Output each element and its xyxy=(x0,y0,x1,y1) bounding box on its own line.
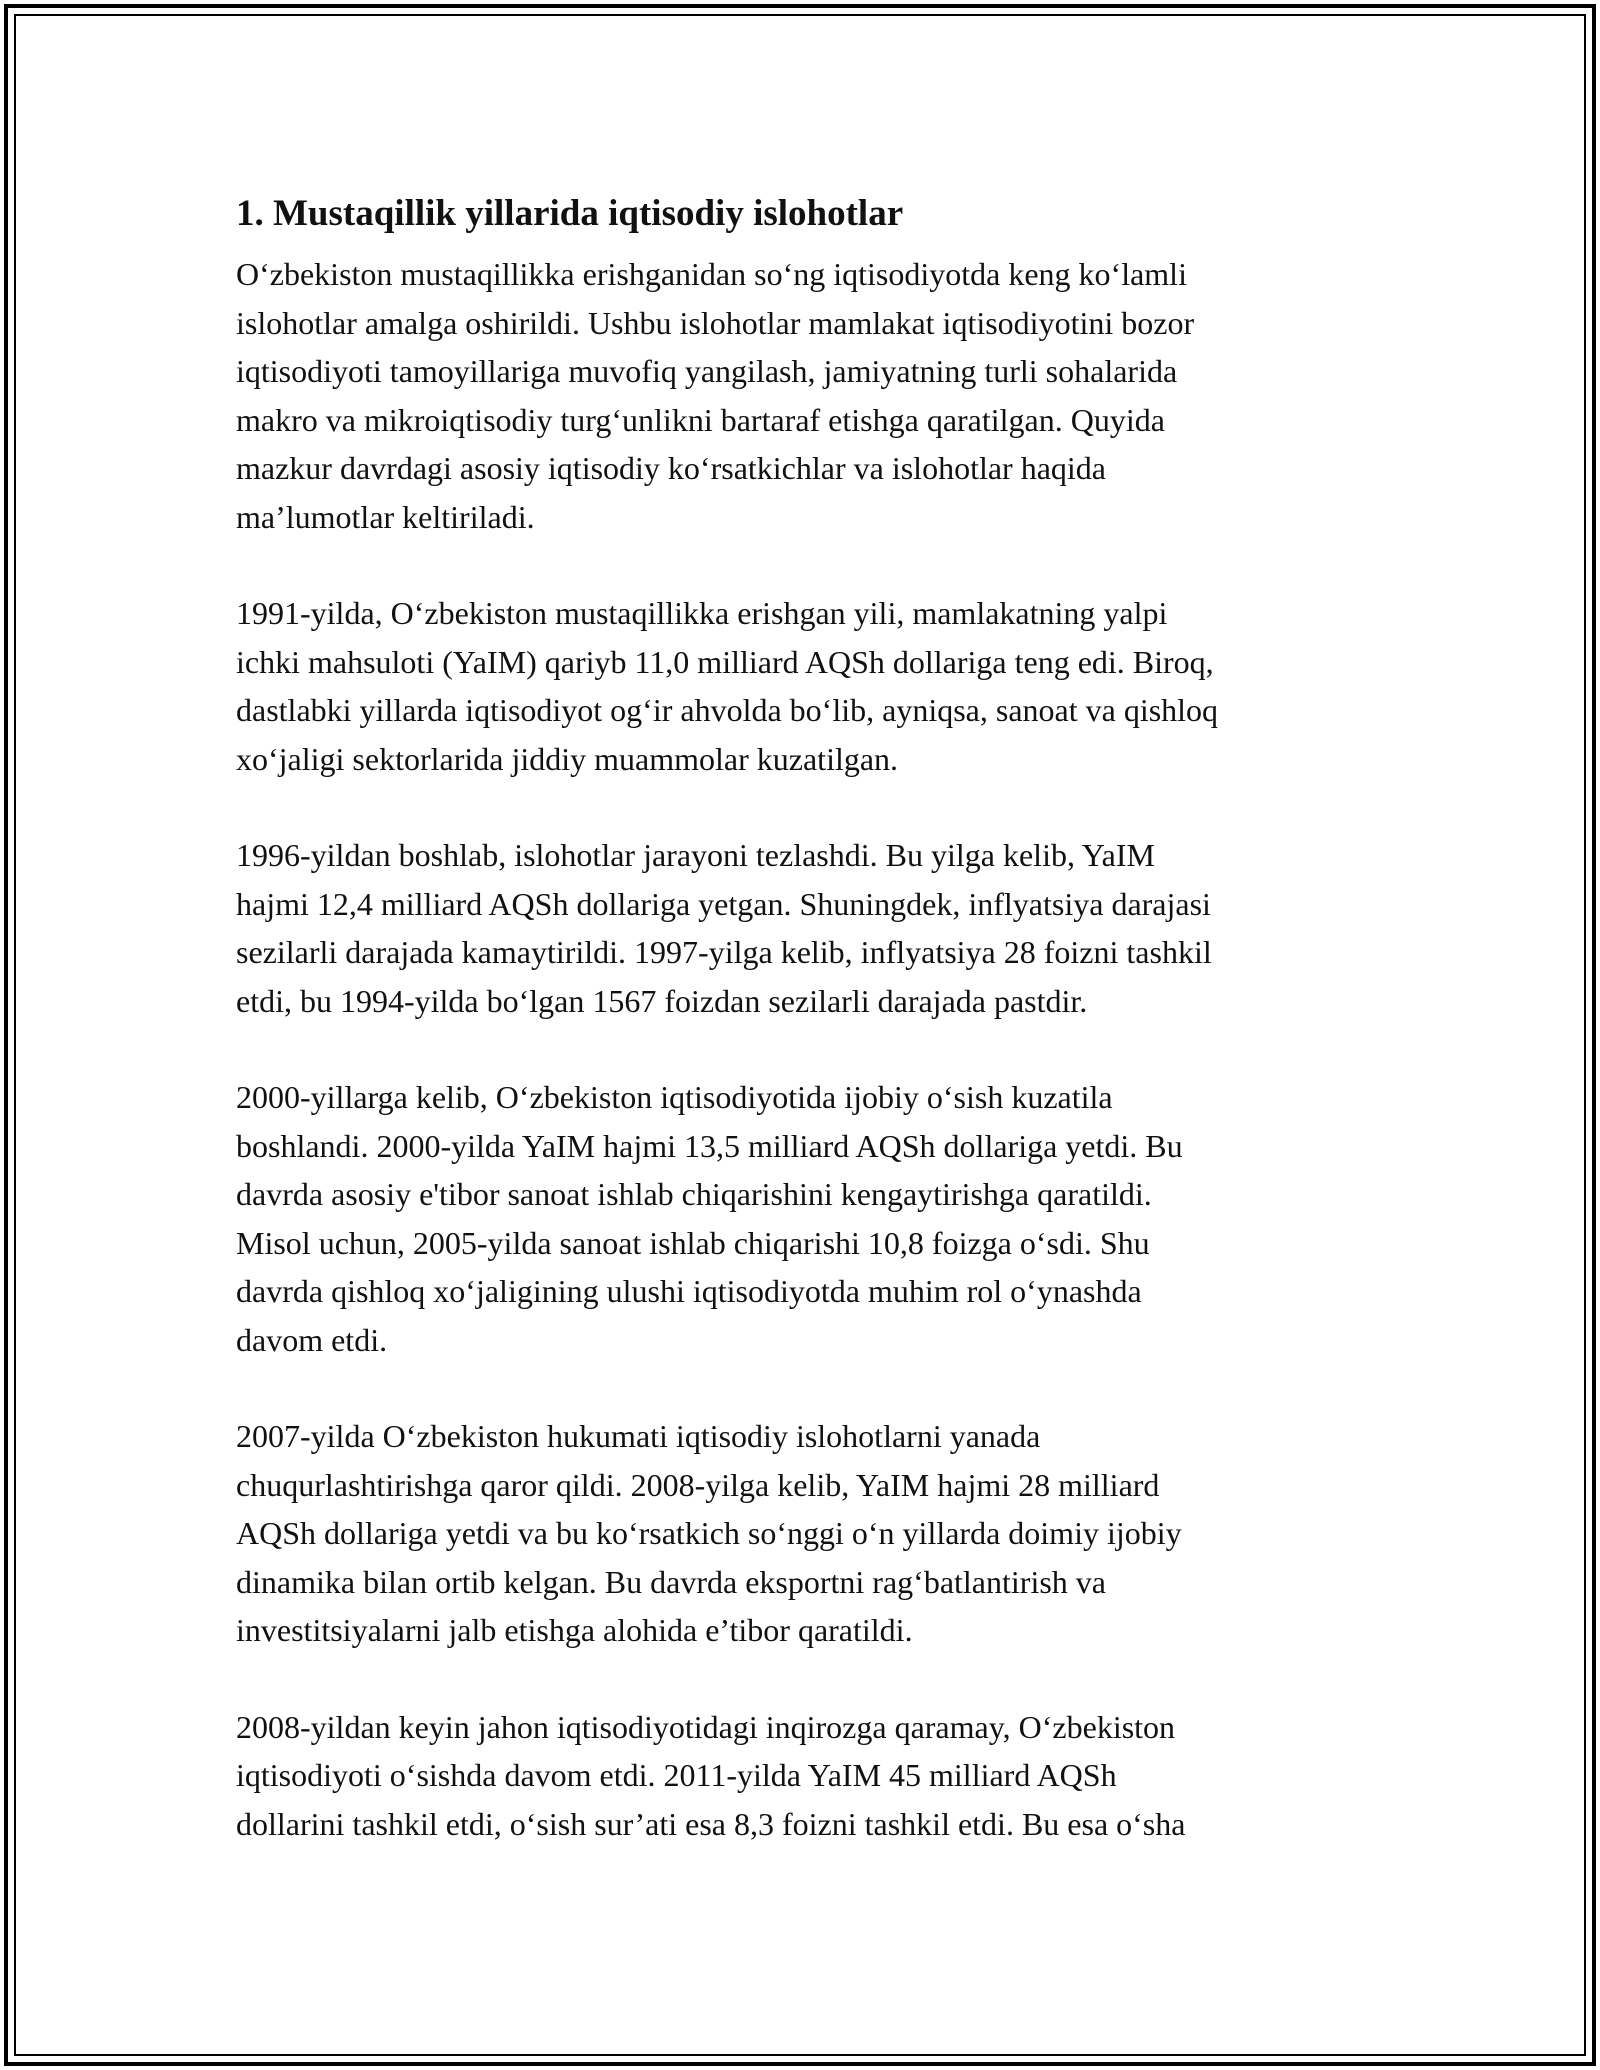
paragraph-line: dollarini tashkil etdi, o‘sish sur’ati esa 8,3 foizni tashkil etdi. Bu esa o‘sha xyxy=(236,1805,1186,1842)
paragraph-line: dastlabki yillarda iqtisodiyot og‘ir ahvolda bo‘lib, ayniqsa, sanoat va qishloq xyxy=(236,692,1219,728)
paragraph-2007 xyxy=(236,1412,1386,1655)
paragraph-line: 2000-yillarga kelib, O‘zbekiston iqtisodiyotida ijobiy o‘sish kuzatila xyxy=(236,1079,1113,1115)
paragraph-line: boshlandi. 2000-yilda YaIM hajmi 13,5 milliard AQSh dollariga yetdi. Bu xyxy=(236,1127,1183,1164)
paragraph-2008 xyxy=(236,1703,1386,1849)
paragraph-line: chuqurlashtirishga qaror qildi. 2008-yilga kelib, YaIM hajmi 28 milliard xyxy=(236,1466,1160,1503)
paragraph-line: hajmi 12,4 milliard AQSh dollariga yetgan. Shuningdek, inflyatsiya darajasi xyxy=(236,885,1211,922)
paragraph-2000s xyxy=(236,1073,1386,1364)
paragraph-line: 1991-yilda, O‘zbekiston mustaqillikka erishgan yili, mamlakatning yalpi xyxy=(236,595,1168,631)
paragraph-line: ma’lumotlar keltiriladi. xyxy=(236,498,535,535)
paragraph-line: 2008-yildan keyin jahon iqtisodiyotidagi inqirozga qaramay, O‘zbekiston xyxy=(236,1708,1176,1745)
paragraph-line: dinamika bilan ortib kelgan. Bu davrda eksportni rag‘batlantirish va xyxy=(236,1563,1106,1600)
paragraph-line: davrda asosiy e'tibor sanoat ishlab chiqarishini kengaytirishga qaratildi. xyxy=(236,1176,1152,1212)
paragraph-line: ichki mahsuloti (YaIM) qariyb 11,0 milliard AQSh dollariga teng edi. Biroq, xyxy=(236,643,1214,680)
paragraph-line: makro va mikroiqtisodiy turg‘unlikni bartaraf etishga qaratilgan. Quyida xyxy=(236,401,1165,438)
paragraph-line: iqtisodiyoti tamoyillariga muvofiq yangilash, jamiyatning turli sohalarida xyxy=(236,353,1178,389)
paragraph-line: O‘zbekiston mustaqillikka erishganidan so‘ng iqtisodiyotda keng ko‘lamli xyxy=(236,256,1187,292)
paragraph-1991 xyxy=(236,589,1386,783)
paragraph-line: Misol uchun, 2005-yilda sanoat ishlab chiqarishi 10,8 foizga o‘sdi. Shu xyxy=(236,1224,1150,1261)
paragraph-line: mazkur davrdagi asosiy iqtisodiy ko‘rsatkichlar va islohotlar haqida xyxy=(236,450,1106,486)
section-heading: 1. Mustaqillik yillarida iqtisodiy islohotlar xyxy=(236,193,904,234)
document-body xyxy=(236,188,1386,1896)
paragraph-line: investitsiyalarni jalb etishga alohida e’tibor qaratildi. xyxy=(236,1612,913,1648)
paragraph-line: 1996-yildan boshlab, islohotlar jarayoni tezlashdi. Bu yilga kelib, YaIM xyxy=(236,837,1155,873)
paragraph-1996 xyxy=(236,831,1386,1025)
paragraph-line: AQSh dollariga yetdi va bu ko‘rsatkich so‘nggi o‘n yillarda doimiy ijobiy xyxy=(236,1515,1182,1551)
paragraph-line: islohotlar amalga oshirildi. Ushbu islohotlar mamlakat iqtisodiyotini bozor xyxy=(236,304,1195,341)
paragraph-line: etdi, bu 1994-yilda bo‘lgan 1567 foizdan sezilarli darajada pastdir. xyxy=(236,982,1088,1019)
paragraph-line: iqtisodiyoti o‘sishda davom etdi. 2011-yilda YaIM 45 milliard AQSh xyxy=(236,1757,1117,1793)
paragraph-line: sezilarli darajada kamaytirildi. 1997-yilga kelib, inflyatsiya 28 foizni tashkil xyxy=(236,934,1212,970)
paragraph-line: xo‘jaligi sektorlarida jiddiy muammolar kuzatilgan. xyxy=(236,740,899,777)
paragraph-line: 2007-yilda O‘zbekiston hukumati iqtisodiy islohotlarni yanada xyxy=(236,1418,1041,1454)
paragraph-line: davom etdi. xyxy=(236,1321,388,1358)
paragraph-intro xyxy=(236,250,1386,541)
paragraph-line: davrda qishloq xo‘jaligining ulushi iqtisodiyotda muhim rol o‘ynashda xyxy=(236,1273,1142,1309)
